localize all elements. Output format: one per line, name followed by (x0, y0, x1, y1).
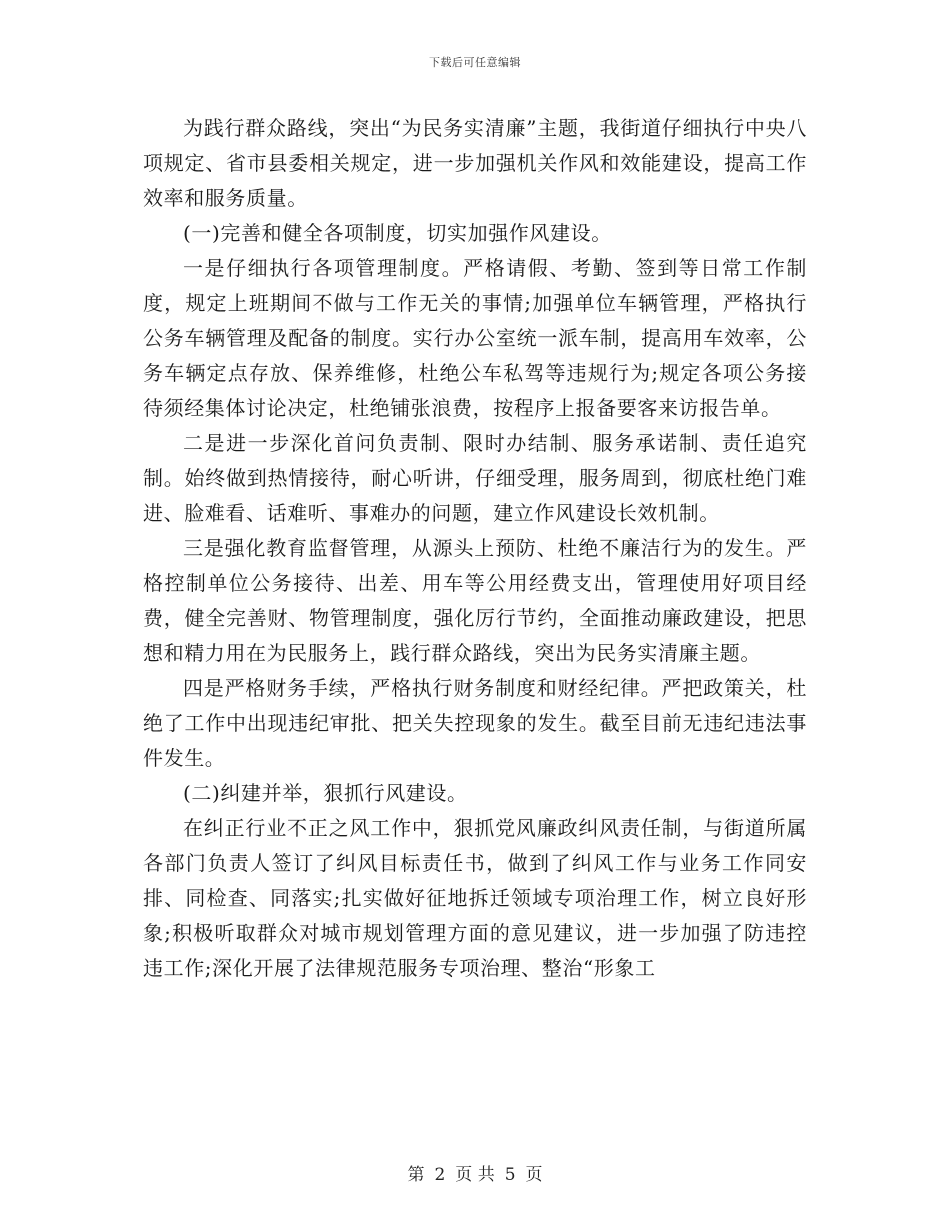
footer-middle: 页 共 (455, 1165, 495, 1185)
footer-prefix: 第 (407, 1165, 425, 1185)
header-note: 下载后可任意编辑 (429, 56, 521, 69)
footer-current-page: 2 (434, 1165, 446, 1185)
paragraph-item-2: 二是进一步深化首问负责制、限时办结制、服务承诺制、责任追究制。始终做到热情接待，耐心听讲，仔细受理，服务周到，彻底杜绝门难进、脸难看、话难听、事难办的问题，建立作风建设长效机制。 (143, 431, 807, 525)
paragraph-item-3: 三是强化教育监督管理，从源头上预防、杜绝不廉洁行为的发生。严格控制单位公务接待、出差、用车等公用经费支出，管理使用好项目经费，健全完善财、物管理制度，强化厉行节约，全面推动廉政建设，把思想和精力用在为民服务上，践行群众路线，突出为民务实清廉主题。 (143, 536, 807, 665)
paragraph-section-2: 在纠正行业不正之风工作中，狠抓党风廉政纠风责任制，与街道所属各部门负责人签订了纠风目标责任书，做到了纠风工作与业务工作同安排、同检查、同落实;扎实做好征地拆迁领域专项治理工作，树立良好形象;积极听取群众对城市规划管理方面的意见建议，进一步加强了防违控违工作;深化开展了法律规范服务专项治理、整治“形象工 (143, 816, 807, 980)
footer-suffix: 页 (525, 1165, 543, 1185)
paragraph-item-1: 一是仔细执行各项管理制度。严格请假、考勤、签到等日常工作制度，规定上班期间不做与工作无关的事情;加强单位车辆管理，严格执行公务车辆管理及配备的制度。实行办公室统一派车制，提高用车效率，公务车辆定点存放、保养维修，杜绝公车私驾等违规行为;规定各项公务接待须经集体讨论决定，杜绝铺张浪费，按程序上报备要客来访报告单。 (143, 256, 807, 420)
section-heading-1: (一)完善和健全各项制度，切实加强作风建设。 (183, 221, 612, 245)
section-heading-2: (二)纠建并举，狠抓行风建设。 (183, 781, 468, 805)
paragraph-intro: 为践行群众路线，突出“为民务实清廉”主题，我街道仔细执行中央八项规定、省市县委相关规定，进一步加强机关作风和效能建设，提高工作效率和服务质量。 (143, 116, 807, 210)
document-body (143, 111, 807, 986)
page-number-footer (0, 1160, 950, 1185)
paragraph-item-4: 四是严格财务手续，严格执行财务制度和财经纪律。严把政策关，杜绝了工作中出现违纪审批、把关失控现象的发生。截至目前无违纪违法事件发生。 (143, 676, 807, 770)
footer-total-pages: 5 (504, 1165, 516, 1185)
